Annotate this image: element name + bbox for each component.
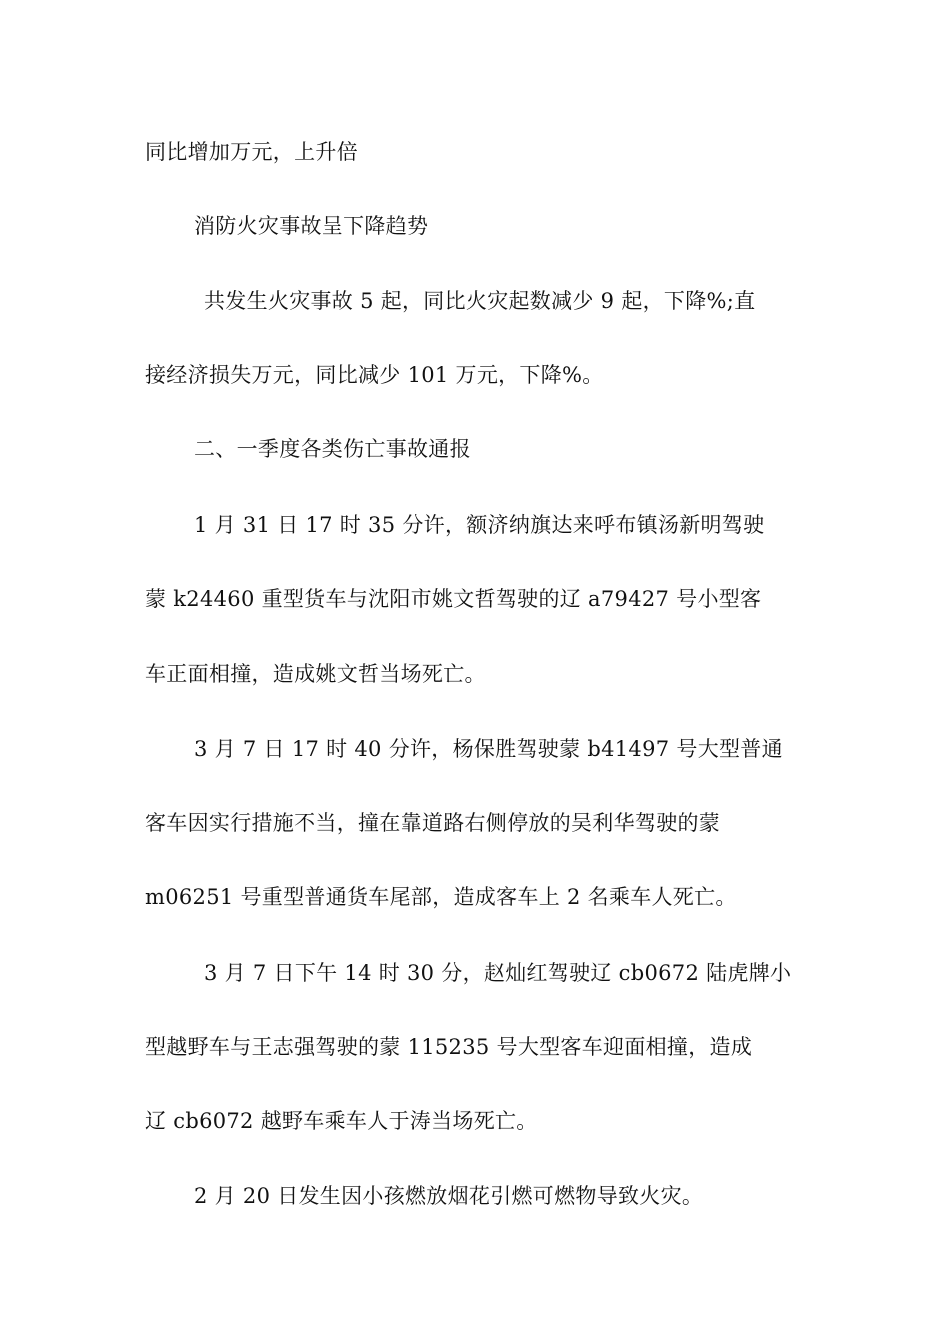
text-line-7: 蒙 k24460 重型货车与沈阳市姚文哲驾驶的辽 a79427 号小型客 [145,587,762,611]
text-line-15: 2 月 20 日发生因小孩燃放烟花引燃可燃物导致火灾。 [194,1184,704,1208]
text-line-6: 1 月 31 日 17 时 35 分许，额济纳旗达来呼布镇汤新明驾驶 [194,513,765,537]
text-line-1: 同比增加万元，上升倍 [145,140,358,164]
text-line-10: 客车因实行措施不当，撞在靠道路右侧停放的吴利华驾驶的蒙 [145,811,721,835]
text-line-14: 辽 cb6072 越野车乘车人于涛当场死亡。 [145,1109,538,1133]
text-line-13: 型越野车与王志强驾驶的蒙 115235 号大型客车迎面相撞，造成 [145,1035,753,1059]
text-line-11: m06251 号重型普通货车尾部，造成客车上 2 名乘车人死亡。 [145,885,737,909]
text-line-9: 3 月 7 日 17 时 40 分许，杨保胜驾驶蒙 b41497 号大型普通 [194,737,783,761]
text-line-4: 接经济损失万元，同比减少 101 万元，下降%。 [145,363,604,387]
text-line-12: 3 月 7 日下午 14 时 30 分，赵灿红驾驶辽 cb0672 陆虎牌小 [204,961,792,985]
section-heading-fire: 消防火灾事故呈下降趋势 [194,214,429,238]
text-line-8: 车正面相撞，造成姚文哲当场死亡。 [145,662,486,686]
text-line-3: 共发生火灾事故 5 起，同比火灾起数减少 9 起，下降%;直 [204,289,756,313]
section-heading-casualty: 二、一季度各类伤亡事故通报 [194,437,471,461]
